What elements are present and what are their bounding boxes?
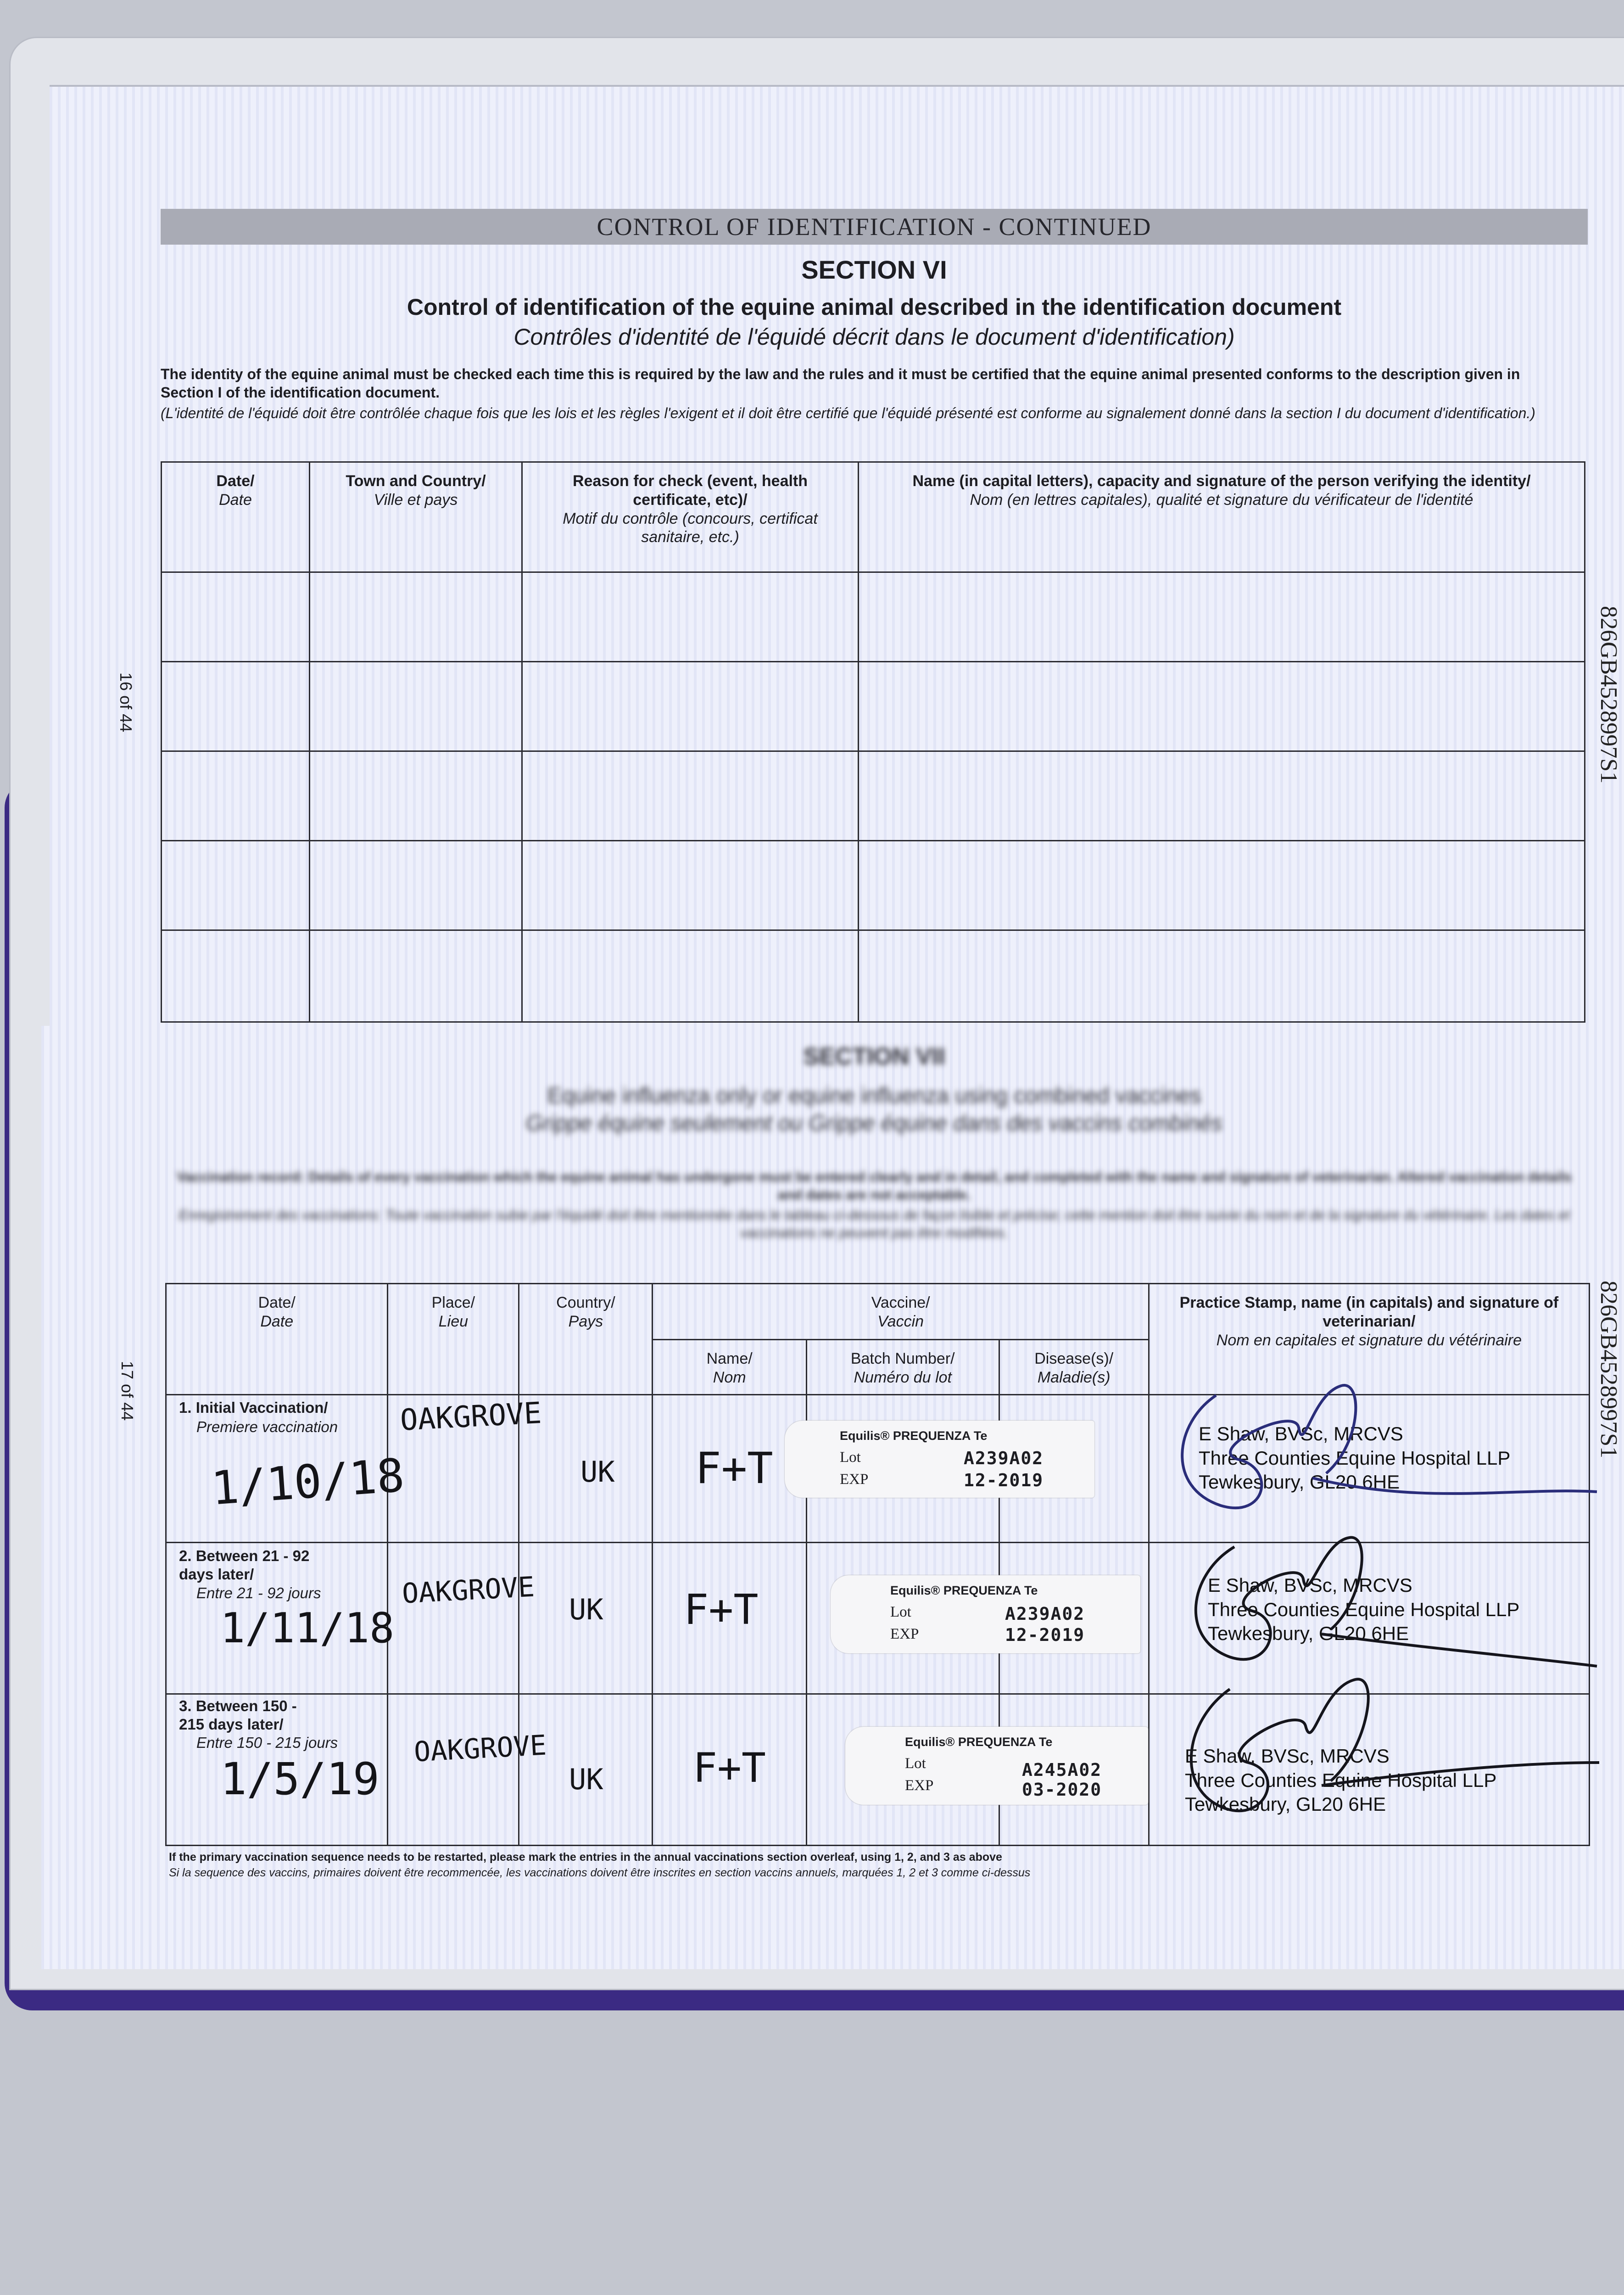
- col-disease-en: Disease(s)/: [1034, 1350, 1114, 1367]
- col-batch-number: [806, 1340, 999, 1395]
- table-row: [162, 662, 1585, 751]
- vet-practice: Three Counties Equine Hospital LLP: [1208, 1598, 1520, 1620]
- col-vaccine-fr: Vaccin: [877, 1312, 924, 1330]
- col-vaccine-en: Vaccine/: [871, 1294, 930, 1311]
- row-2-label: 2. Between 21 - 92 days later/: [179, 1547, 310, 1583]
- row-2-place: OAKGROVE: [401, 1571, 536, 1610]
- col-batch-fr: Numéro du lot: [854, 1368, 952, 1386]
- row-3-vaccine-name: F+T: [693, 1744, 766, 1791]
- section-7-paragraph: Vaccination record: Details of every vaccination which the equine animal has undergone must be entered clearly and in detail, and completed with the name and signature of veterinarian. Altered vaccination details and dates are not acceptable.: [177, 1170, 1572, 1203]
- col-reason-fr: Motif du contrôle (concours, certificat sanitaire, etc.): [563, 509, 818, 546]
- vet-address: Tewkesbury, GL20 6HE: [1185, 1793, 1386, 1815]
- row-3-signature: [1147, 1671, 1606, 1827]
- col-name-en: Name/: [706, 1350, 753, 1367]
- col-vaccine-name: [653, 1340, 806, 1395]
- vet-name: E Shaw, BVSc, MRCVS: [1185, 1745, 1390, 1767]
- col-date-fr: Date: [219, 491, 252, 509]
- col-place-fr: Lieu: [438, 1312, 469, 1330]
- col-reason-en: Reason for check (event, health certificate, etc)/: [572, 472, 808, 509]
- vet-name: E Shaw, BVSc, MRCVS: [1208, 1574, 1412, 1596]
- section-7-paragraph-fr: Enregistrement des vaccinations: Toute vaccination subie par l'équidé doit être mentionnée dans le tableau ci-dessous de façon lisible et précise; cette mention doit être suivie du nom et de la signature du vétérinaire. Les dates et vaccinations ne peuvent pas être modifiées.: [179, 1208, 1570, 1241]
- col-country-en: Country/: [556, 1294, 615, 1311]
- table-row: [162, 841, 1585, 930]
- col-verifier-en: Name (in capital letters), capacity and signature of the person verifying the identity/: [912, 472, 1531, 490]
- sticker-exp: 03-2020: [1022, 1780, 1102, 1800]
- sticker-exp-label: EXP: [890, 1626, 919, 1642]
- section-6-title: SECTION VI: [801, 255, 947, 284]
- row-3-country: UK: [569, 1763, 603, 1796]
- row-1-date: 1/10/18: [209, 1448, 407, 1516]
- identity-check-table: [161, 461, 1585, 1023]
- row-1-place: OAKGROVE: [399, 1396, 542, 1438]
- col-verifier-fr: Nom (en lettres capitales), qualité et signature du vérificateur de l'identité: [970, 491, 1473, 509]
- vet-name: E Shaw, BVSc, MRCVS: [1199, 1423, 1403, 1444]
- row-2-signature: [1147, 1528, 1606, 1675]
- row-1-batch-sticker: [785, 1421, 1094, 1498]
- sticker-exp-label: EXP: [840, 1471, 869, 1488]
- col-place-en: Place/: [431, 1294, 475, 1311]
- col-town-country: [310, 462, 522, 572]
- sticker-product: Equilis® PREQUENZA Te: [905, 1735, 1053, 1749]
- col-vaccine: [653, 1284, 1149, 1340]
- sticker-exp: 12-2019: [964, 1470, 1044, 1490]
- col-reason: [522, 462, 859, 572]
- col-batch-en: Batch Number/: [850, 1350, 955, 1367]
- col-date: [162, 462, 310, 572]
- col-place: [388, 1284, 519, 1395]
- row-1-label-fr: Premiere vaccination: [196, 1418, 338, 1435]
- col-verifier: [859, 462, 1585, 572]
- sticker-lot-label: Lot: [840, 1449, 861, 1466]
- table-row: [162, 930, 1585, 1022]
- row-1-vaccine-name: F+T: [695, 1444, 773, 1494]
- col-country: [519, 1284, 653, 1395]
- vet-practice: Three Counties Equine Hospital LLP: [1199, 1447, 1511, 1469]
- section-6-paragraph-fr: (L'identité de l'équidé doit être contrôlée chaque fois que les lois et les règles l'exigent et il doit être certifié que l'équidé présenté est conforme au signalement donné dans la section I du document d'identification.): [161, 405, 1535, 421]
- row-2-date: 1/11/18: [220, 1604, 395, 1652]
- section-7-heading: Equine influenza only or equine influenza using combined vaccines: [547, 1084, 1201, 1108]
- sticker-exp: 12-2019: [1005, 1625, 1085, 1645]
- vet-practice: Three Counties Equine Hospital LLP: [1185, 1769, 1497, 1791]
- row-1-signature: [1147, 1368, 1606, 1519]
- col-town-en: Town and Country/: [346, 472, 486, 490]
- row-3-batch-sticker: [845, 1727, 1148, 1805]
- table-row: [162, 572, 1585, 662]
- row-2-vaccine-name: F+T: [684, 1586, 759, 1634]
- passport-serial-17: 826GB4528997S1: [1596, 1281, 1622, 1459]
- sticker-lot: A239A02: [1005, 1604, 1085, 1624]
- col-country-fr: Pays: [568, 1312, 603, 1330]
- col-date: [166, 1284, 388, 1395]
- col-town-fr: Ville et pays: [374, 491, 458, 509]
- col-practice-fr: Nom en capitales et signature du vétérinaire: [1216, 1331, 1522, 1349]
- col-date-fr: Date: [260, 1312, 294, 1330]
- row-2-batch-sticker: [831, 1575, 1140, 1653]
- vet-address: Tewkesbury, GL20 6HE: [1199, 1471, 1400, 1493]
- sticker-lot-label: Lot: [905, 1755, 926, 1772]
- passport-serial-16: 826GB4528997S1: [1596, 606, 1622, 784]
- col-disease-fr: Maladie(s): [1037, 1368, 1111, 1386]
- section-7-heading-fr: Grippe équine seulement ou Grippe équine dans des vaccins combinés: [525, 1111, 1223, 1136]
- col-practice-en: Practice Stamp, name (in capitals) and signature of veterinarian/: [1179, 1294, 1559, 1330]
- page-number-16: 16 of 44: [117, 672, 135, 733]
- sticker-product: Equilis® PREQUENZA Te: [840, 1429, 988, 1443]
- row-3-place: OAKGROVE: [413, 1729, 547, 1769]
- col-disease: [999, 1340, 1149, 1395]
- row-1-country: UK: [580, 1455, 615, 1489]
- sticker-lot: A245A02: [1022, 1760, 1102, 1780]
- sticker-lot: A239A02: [964, 1448, 1044, 1468]
- vet-address: Tewkesbury, GL20 6HE: [1208, 1623, 1409, 1644]
- col-name-fr: Nom: [713, 1368, 746, 1386]
- page-number-17: 17 of 44: [118, 1361, 137, 1421]
- row-3-label-fr: Entre 150 - 215 jours: [196, 1734, 338, 1751]
- row-2-country: UK: [569, 1593, 603, 1626]
- row-1-label: 1. Initial Vaccination/: [179, 1399, 328, 1416]
- sticker-lot-label: Lot: [890, 1604, 911, 1620]
- footnote-fr: Si la sequence des vaccins, primaires doivent être recommencée, les vaccinations doivent être inscrites en section vaccins annuels, marquées 1, 2 et 3 comme ci-dessus: [169, 1866, 1031, 1879]
- section-banner-text: CONTROL OF IDENTIFICATION - CONTINUED: [597, 213, 1152, 241]
- section-6-paragraph: The identity of the equine animal must be checked each time this is required by the law and the rules and it must be certified that the equine animal presented conforms to the description given in Section I of the identification document.: [161, 366, 1520, 401]
- row-3-date: 1/5/19: [220, 1753, 379, 1805]
- section-6-heading: Control of identification of the equine animal described in the identification document: [407, 294, 1342, 320]
- col-date-en: Date/: [258, 1294, 296, 1311]
- table-row: [162, 751, 1585, 841]
- row-3-label: 3. Between 150 - 215 days later/: [179, 1697, 297, 1733]
- section-7-title: SECTION VII: [803, 1043, 945, 1070]
- footnote: If the primary vaccination sequence needs to be restarted, please mark the entries in the annual vaccinations section overleaf, using 1, 2, and 3 as above: [169, 1851, 1002, 1864]
- sticker-exp-label: EXP: [905, 1777, 934, 1794]
- sticker-product: Equilis® PREQUENZA Te: [890, 1584, 1038, 1597]
- col-date-en: Date/: [216, 472, 255, 490]
- section-6-heading-fr: Contrôles d'identité de l'équidé décrit dans le document d'identification): [513, 324, 1235, 350]
- row-2-label-fr: Entre 21 - 92 jours: [196, 1584, 321, 1601]
